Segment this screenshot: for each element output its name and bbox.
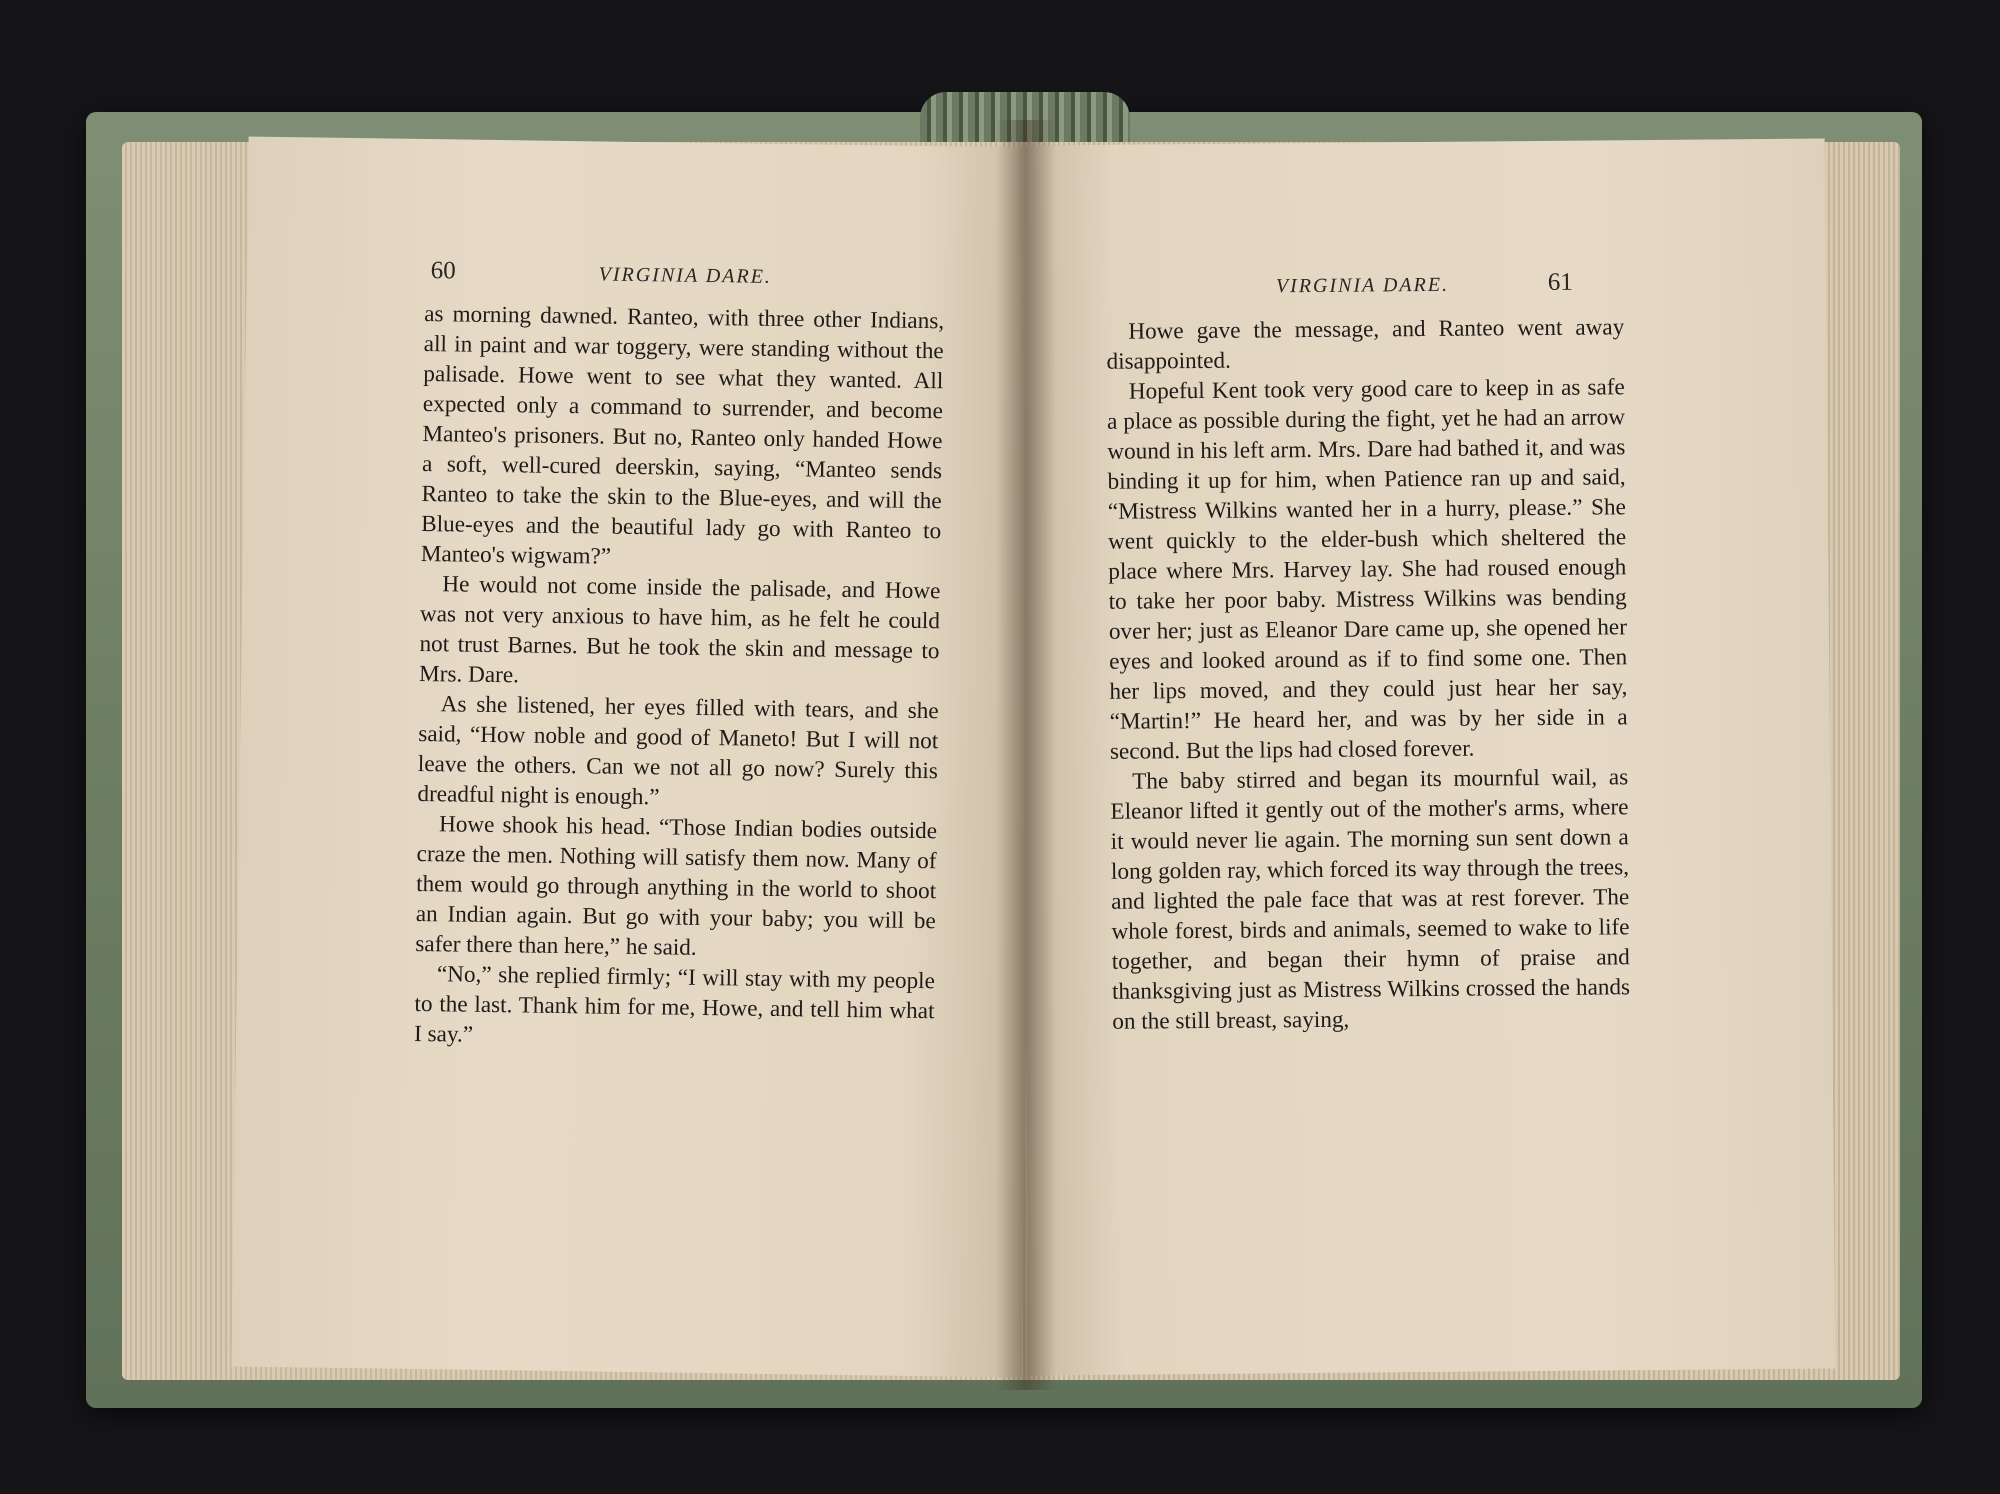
page-number-right: 61 bbox=[1547, 268, 1573, 296]
right-page bbox=[1019, 139, 1836, 1376]
paragraph: “No,” she replied firmly; “I will stay with my people to the last. Thank him for me, Howe, and tell him what I say.” bbox=[413, 961, 936, 1048]
running-head-left: VIRGINIA DARE. bbox=[598, 263, 773, 288]
right-page-header bbox=[1020, 267, 1826, 298]
right-page-text bbox=[1106, 312, 1630, 1036]
left-page bbox=[231, 137, 1038, 1378]
paragraph: Hopeful Kent took very good care to keep in as safe a place as possible during the fight, yet he had an arrow wound in his left arm. Mrs. Dare had bathed it, and was binding it up for him, when Patience ran up and said, “Mistress Wilkins wanted her in a hurry, please.” She went quickly to the elder-bush which sheltered the place where Mrs. Harvey lay. She had roused enough to take her poor baby. Mistress Wilkins was bending over her; just as Eleanor Dare came up, she opened her eyes and looked around as if to find some one. Then her lips moved, and they could just hear her say, “Martin!” He heard her, and was by her side in a second. But the lips had closed forever. bbox=[1106, 374, 1628, 765]
left-page-text bbox=[414, 299, 944, 1056]
paragraph: Howe shook his head. “Those Indian bodies outside craze the men. Nothing will satisfy them now. Many of them would go through anything in the world to shoot an Indian again. But go with your baby; you will be safer there than here,” he said. bbox=[415, 811, 938, 961]
running-head-right: VIRGINIA DARE. bbox=[1275, 273, 1450, 298]
book-gutter-shadow bbox=[996, 120, 1056, 1390]
paragraph: as morning dawned. Ranteo, with three other Indians, all in paint and war toggery, were standing without the palisade. Howe went to see what they wanted. All expected only a command to surrender, and become Manteo's prisoners. But no, Ranteo only handed Howe a soft, well-cured deerskin, saying, “Manteo sends Ranteo to take the skin to the Blue-eyes, and will the Blue-eyes and the beautiful lady go with Ranteo to Manteo's wigwam?” bbox=[420, 301, 945, 570]
paragraph: As she listened, her eyes filled with tears, and she said, “How noble and good of Maneto! But I will not leave the others. Can we not all go now? Surely this dreadful night is enough.” bbox=[417, 691, 939, 811]
paragraph: Howe gave the message, and Ranteo went away disappointed. bbox=[1106, 314, 1625, 375]
left-page-header bbox=[247, 255, 1037, 288]
paragraph: He would not come inside the palisade, and Howe was not very anxious to have him, as he felt he could not trust Barnes. But he took the skin and message to Mrs. Dare. bbox=[418, 571, 941, 689]
page-number-left: 60 bbox=[430, 257, 456, 285]
paragraph: The baby stirred and began its mournful wail, as Eleanor lifted it gently out of the mother's arms, where it would never lie again. The morning sun sent down a long golden ray, which forced its way through the trees, and lighted the pale face that was at rest forever. The whole forest, birds and animals, seemed to wake to life together, and began their hymn of praise and thanksgiving just as Mistress Wilkins crossed the hands on the still breast, saying, bbox=[1110, 764, 1631, 1035]
